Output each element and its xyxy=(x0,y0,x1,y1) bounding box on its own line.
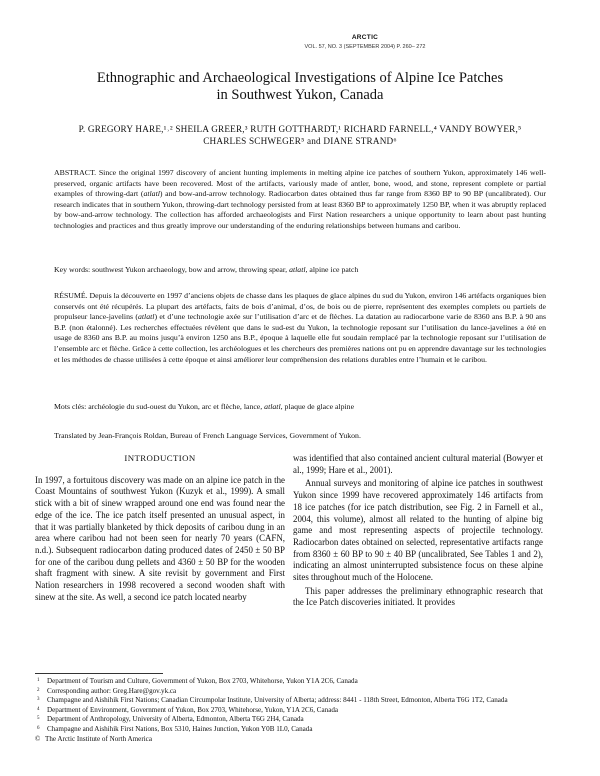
footnote-mark: 6 xyxy=(37,725,40,731)
journal-citation: VOL. 57, NO. 3 (SEPTEMBER 2004) P. 260– 272 xyxy=(304,44,426,50)
footnote-divider xyxy=(35,673,163,674)
body-paragraph: Annual surveys and monitoring of alpine ice patches in southwest Yukon since 1999 have recovered approximately 146 artifacts from 18 ice patches (for ice patch distribution, see Fig. 2 in Farnell et al., 2004, this volume), almost all related to the hunting of alpine big game and most representing aspects of projectile technology. Radiocarbon dates obtained on selected, representative artifacts range from 8360 ± 60 BP to 90 ± 40 BP (uncalibrated, See Tables 1 and 2), indicating an almost uninterrupted subsistence focus on these alpine sites throughout much of the Holocene. xyxy=(293,478,543,583)
body-paragraph: was identified that also contained ancient cultural material (Bowyer et al., 1999; Hare et al., 2001). xyxy=(293,453,543,475)
footnote-text: Champagne and Aishihik First Nations; Canadian Circumpolar Institute, University of Alberta; address: 8441 - 118th Street, Edmonton, Alberta T6G 1T2, Canada xyxy=(47,696,508,705)
authors-line-1: P. GREGORY HARE,¹˒² SHEILA GREER,³ RUTH GOTTHARDT,¹ RICHARD FARNELL,⁴ VANDY BOWYER,⁵ xyxy=(78,124,522,134)
footnotes xyxy=(35,677,565,744)
footnote-text: Department of Environment, Government of Yukon, Box 2703, Whitehorse, Yukon, Y1A 2C6, Canada xyxy=(47,705,339,714)
footnote-text: Department of Anthropology, University of Alberta, Edmonton, Alberta T6G 2H4, Canada xyxy=(47,715,304,724)
footnote xyxy=(35,706,565,716)
section-heading-introduction: INTRODUCTION xyxy=(124,453,196,463)
footnote xyxy=(35,677,565,687)
title-line-2: in Southwest Yukon, Canada xyxy=(216,87,384,103)
resume-label: RÉSUMÉ. xyxy=(54,291,88,300)
article-title xyxy=(40,70,560,104)
author-list xyxy=(40,123,560,147)
keywords-text-1: Key words: southwest Yukon archaeology, bow and arrow, throwing spear, xyxy=(54,265,290,274)
footnote-text: Department of Tourism and Culture, Government of Yukon, Box 2703, Whitehorse, Yukon Y1A 2C6, Canada xyxy=(47,677,358,685)
abstract-text-2: ) and bow-and-arrow technology. Radiocarbon dates obtained thus far range from 8360 BP to 90 BP (uncalibrated). Our research indicates that in southern Yukon, throwing-dart technology persisted from at least 8360 BP to approximately 1250 BP, when it was abruptly replaced by bow-and-arrow technology. The collection has afforded archaeologists and First Nation researchers a unique opportunity to learn about past hunting technologies and practices and thus greatly improve our understanding of the enduring relationships between humans and caribou. xyxy=(54,189,546,230)
translation-credit: Translated by Jean-François Roldan, Bureau of French Language Services, Government of Yukon. xyxy=(54,431,361,440)
footnote-mark: 4 xyxy=(37,706,40,712)
mots-cles xyxy=(54,402,546,413)
body-column-left xyxy=(35,453,285,603)
footnote-mark: 3 xyxy=(37,697,40,703)
motscles-text-2: , plaque de glace alpine xyxy=(280,402,355,411)
footnote-mark: 5 xyxy=(37,716,40,722)
resume-atlatl: atlatl xyxy=(137,312,155,322)
abstract-label: ABSTRACT. xyxy=(54,168,97,177)
resume-text-1: Depuis la découverte en 1997 d’anciens objets de chasse dans les plaques de glace alpines du sud du Yukon, environ 146 artéfacts organiques bien conservés ont été récupérés. La plupart des artéfacts, faits de bois d’animal, d’os, de bois ou de pierre, représentent des exemples complets ou partiels de propulseur lance-javelins ( xyxy=(54,291,546,322)
footnote-mark: 1 xyxy=(37,678,40,683)
body-paragraph: This paper addresses the preliminary ethnographic research that the Ice Patch discoveries initiated. It provides xyxy=(293,585,543,608)
copyright-text: The Arctic Institute of North America xyxy=(45,734,152,743)
abstract-atlatl: atlatl xyxy=(143,189,160,199)
abstract-text-1: Since the original 1997 discovery of ancient hunting implements in melting alpine ice patches of southern Yukon, approximately 146 well-preserved, organic artifacts have been recovered. Most of the artifacts, variously made of antler, bone, wood, and stone, represent complete or partial examples of throwing-dart ( xyxy=(54,168,546,199)
keywords xyxy=(54,265,546,276)
abstract xyxy=(54,168,546,232)
footnote xyxy=(35,725,565,735)
body-paragraph: In 1997, a fortuitous discovery was made on an alpine ice patch in the Coast Mountains of southwest Yukon (Kuzyk et al., 1999). A small stick with a bit of sinew wrapped around one end was found near the edge of the ice. The ice patch itself presented an unusual aspect, in that it was partially blanketed by thick deposits of caribou dung in an area where caribou had not been seen for nearly 70 years (CAFN, n.d.). Subsequent radiocarbon dating produced dates of 2450 ± 50 BP for one of the caribou dung pellets and 4360 ± 50 BP for the wooden shaft fragment with sinew. A site revisit by government and First Nation researchers in 1998 recovered a second wooden shaft with sinew at the site. As well, a second ice patch located nearby xyxy=(35,474,285,602)
resume-text-2: ) et d’une technologie axée sur l’utilisation d’arc et de flèches. La datation au radiocarbone varie de 8360 ans B.P. à 90 ans B.P. (non étalonné). Les recherches effectuées révèlent que dans le sud-est du Yukon, la technologie reposant sur l’utilisation du lance-javelines a été en usage de 8360 ans B.P. au moins jusqu’à environ 1250 ans B.P., époque à laquelle elle fut soudain remplacé par la technologie reposant sur l’utilisation de l’ensemble arc et flèche. Grâce à cette collection, les archéologues et les chercheurs des premières nations ont pu en apprendre davantage sur les technologies et les méthodes de chasse utilisées à cette époque et ainsi améliorer leur compréhension des relations durables entre l’humain et le caribou. xyxy=(54,312,547,364)
copyright-notice xyxy=(35,735,565,745)
keywords-atlatl: atlatl xyxy=(289,265,306,274)
resume xyxy=(54,291,546,365)
title-line-1: Ethnographic and Archaeological Investigations of Alpine Ice Patches xyxy=(96,70,504,86)
footnote-mark: 2 xyxy=(37,687,40,693)
motscles-atlatl: atlatl xyxy=(264,402,281,411)
body-column-right xyxy=(293,453,543,609)
journal-name: ARCTIC xyxy=(351,34,379,41)
copyright-symbol: © xyxy=(35,734,41,743)
footnote-text: Champagne and Aishihik First Nations, Box 5310, Haines Junction, Yukon Y0B 1L0, Canada xyxy=(47,724,313,733)
footnote xyxy=(35,715,565,725)
footnote-text: Corresponding author: Greg.Hare@gov.yk.ca xyxy=(47,686,177,695)
keywords-text-2: , alpine ice patch xyxy=(305,265,359,274)
authors-line-2: CHARLES SCHWEGER⁵ and DIANE STRAND⁶ xyxy=(203,136,397,146)
motscles-text-1: Mots clés: archéologie du sud-ouest du Yukon, arc et flèche, lance, xyxy=(54,402,265,411)
footnote xyxy=(35,687,565,697)
footnote xyxy=(35,696,565,706)
